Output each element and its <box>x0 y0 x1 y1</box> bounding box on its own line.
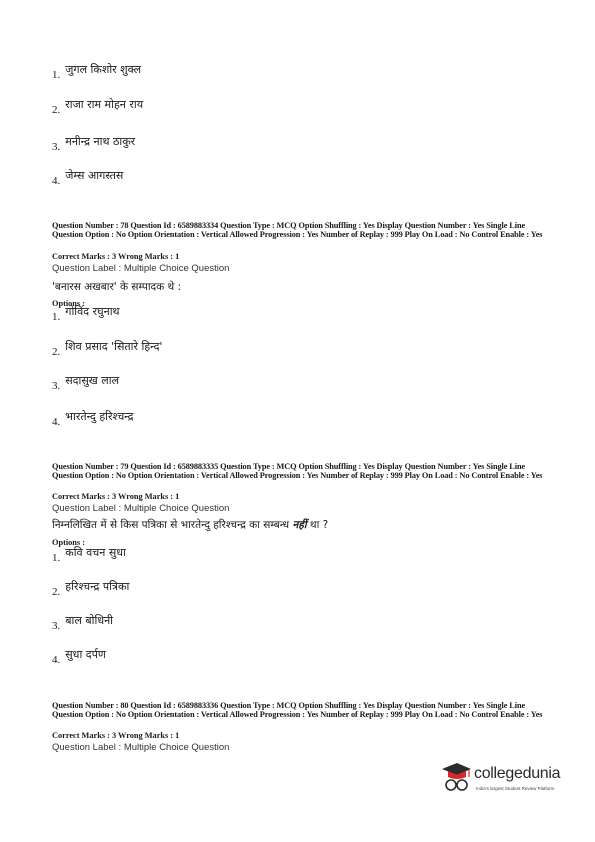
option-number: 4. <box>52 416 61 428</box>
option-text: सदासुख लाल <box>65 374 120 387</box>
q78-option-4 <box>52 410 134 428</box>
q79-option-2 <box>52 580 130 598</box>
option-text: जुगल किशोर शुक्ल <box>65 63 142 76</box>
q79-question-text <box>52 518 328 532</box>
q78-marks: Correct Marks : 3 Wrong Marks : 1 <box>52 252 180 261</box>
logo-wordmark: collegedunia <box>474 765 561 782</box>
q78-option-3 <box>52 374 120 392</box>
q79-option-3 <box>52 614 114 632</box>
option-number: 3. <box>52 141 61 153</box>
q80-question-label: Question Label : Multiple Choice Question <box>52 742 230 753</box>
q78-question-label: Question Label : Multiple Choice Question <box>52 263 230 274</box>
q79-option-1 <box>52 546 126 564</box>
option-number: 2. <box>52 104 61 116</box>
collegedunia-logo <box>440 757 580 803</box>
option-text: हरिश्चन्द्र पत्रिका <box>65 580 130 593</box>
option-text: भारतेन्दु हरिश्चन्द्र <box>65 410 134 423</box>
q79-options-label: Options : <box>52 538 85 547</box>
prev-option-3 <box>52 135 136 153</box>
q78-options-label: Options : <box>52 299 85 308</box>
q79-question-label: Question Label : Multiple Choice Question <box>52 503 230 514</box>
option-number: 3. <box>52 620 61 632</box>
q78-question-text: 'बनारस अखबार' के सम्पादक थे : <box>52 281 182 293</box>
graduation-cap-icon <box>440 759 472 795</box>
q78-option-2 <box>52 340 163 358</box>
option-number: 2. <box>52 346 61 358</box>
option-number: 4. <box>52 654 61 666</box>
q79-text-after: था ? <box>306 519 329 531</box>
q80-marks: Correct Marks : 3 Wrong Marks : 1 <box>52 731 180 740</box>
q79-marks: Correct Marks : 3 Wrong Marks : 1 <box>52 492 180 501</box>
q79-text-before: निम्नलिखित में से किस पत्रिका से भारतेन्दु हरिश्चन्द्र का सम्बन्ध <box>52 519 293 531</box>
option-text: राजा राम मोहन राय <box>65 98 144 111</box>
option-text: मनीन्द्र नाथ ठाकुर <box>65 135 136 148</box>
prev-option-2 <box>52 98 144 116</box>
q78-metadata: Question Number : 78 Question Id : 6589883334 Question Type : MCQ Option Shuffling : Yes Display Question Number : Yes Single Line Question Option : No Option Orientation : Vertical Allowed Progression : Yes Number of Replay : 999 Play On Load : No Control Enable : Yes <box>52 221 543 239</box>
option-number: 1. <box>52 552 61 564</box>
option-text: कवि वचन सुधा <box>65 546 126 559</box>
option-text: शिव प्रसाद 'सितारे हिन्द' <box>65 340 163 353</box>
option-text: गोविंद रघुनाथ <box>65 305 120 318</box>
option-text: बाल बोधिनी <box>65 614 114 627</box>
q80-metadata: Question Number : 80 Question Id : 6589883336 Question Type : MCQ Option Shuffling : Yes Display Question Number : Yes Single Line Question Option : No Option Orientation : Vertical Allowed Progression : Yes Number of Replay : 999 Play On Load : No Control Enable : Yes <box>52 701 543 719</box>
option-number: 2. <box>52 586 61 598</box>
option-number: 3. <box>52 380 61 392</box>
q79-text-emphasis: नहीं <box>292 519 307 531</box>
logo-tagline: India's largest Student Review Platform <box>476 786 555 791</box>
q79-metadata: Question Number : 79 Question Id : 6589883335 Question Type : MCQ Option Shuffling : Yes Display Question Number : Yes Single Line Question Option : No Option Orientation : Vertical Allowed Progression : Yes Number of Replay : 999 Play On Load : No Control Enable : Yes <box>52 462 543 480</box>
q78-option-1 <box>52 305 120 323</box>
option-number: 1. <box>52 311 61 323</box>
option-number: 1. <box>52 69 61 81</box>
prev-option-4 <box>52 169 124 187</box>
q79-option-4 <box>52 648 106 666</box>
option-text: सुधा दर्पण <box>65 648 106 661</box>
option-text: जेम्स आगस्तस <box>65 169 124 182</box>
option-number: 4. <box>52 175 61 187</box>
prev-option-1 <box>52 63 142 81</box>
